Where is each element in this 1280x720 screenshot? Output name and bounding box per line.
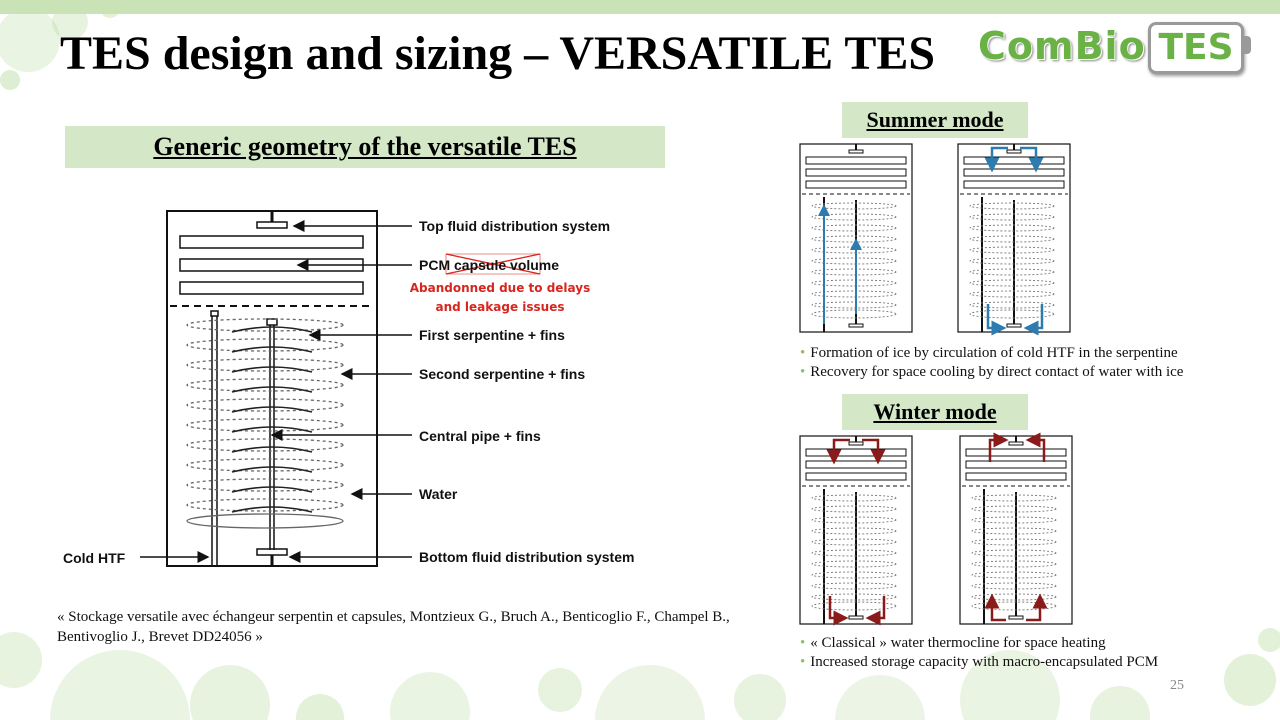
- summer-diagram-discharging: [958, 144, 1070, 332]
- winter-mode-title: Winter mode: [842, 394, 1028, 430]
- winter-bullet-text: « Classical » water thermocline for space heating: [810, 635, 1106, 651]
- logo-text: ComBio: [978, 24, 1146, 68]
- winter-bullet-text: Increased storage capacity with macro-encapsulated PCM: [810, 654, 1159, 670]
- list-item: • Recovery for space cooling by direct contact of water with ice: [800, 364, 1184, 380]
- label-first-serpentine: First serpentine + fins: [419, 327, 565, 343]
- summer-diagram-charging: [800, 144, 912, 332]
- label-bottom-fluid: Bottom fluid distribution system: [419, 549, 635, 565]
- winter-diagram-charging: [800, 436, 912, 624]
- page-number: 25: [1170, 678, 1184, 693]
- abandoned-note-line2: and leakage issues: [435, 300, 565, 314]
- label-top-fluid: Top fluid distribution system: [419, 218, 611, 234]
- winter-bullets: [800, 634, 1158, 672]
- generic-geometry-title: Generic geometry of the versatile TES: [65, 126, 665, 168]
- summer-bullets: [800, 344, 1183, 382]
- summer-mode-title: Summer mode: [842, 102, 1028, 138]
- label-water: Water: [419, 486, 458, 502]
- list-item: • Increased storage capacity with macro-encapsulated PCM: [800, 654, 1159, 670]
- summer-bullet-text: Recovery for space cooling by direct contact of water with ice: [810, 364, 1184, 380]
- label-central-pipe: Central pipe + fins: [419, 428, 541, 444]
- label-pcm-capsule: PCM capsule volume: [419, 257, 560, 273]
- logo-battery-text: TES: [1158, 27, 1234, 68]
- list-item: • Formation of ice by circulation of cold HTF in the serpentine: [800, 345, 1178, 361]
- slide-title: TES design and sizing – VERSATILE TES: [60, 27, 936, 80]
- summer-bullet-text: Formation of ice by circulation of cold HTF in the serpentine: [810, 345, 1178, 361]
- label-cold-htf: Cold HTF: [63, 550, 126, 566]
- label-second-serpentine: Second serpentine + fins: [419, 366, 586, 382]
- list-item: • « Classical » water thermocline for space heating: [800, 635, 1106, 651]
- abandoned-note-line1: Abandonned due to delays: [409, 281, 591, 295]
- winter-diagram-discharging: [960, 436, 1072, 624]
- reference-citation: « Stockage versatile avec échangeur serpentin et capsules, Montzieux G., Bruch A., Benticoglio F., Champel B., Bentivoglio J., Brevet DD24056 »: [57, 609, 730, 645]
